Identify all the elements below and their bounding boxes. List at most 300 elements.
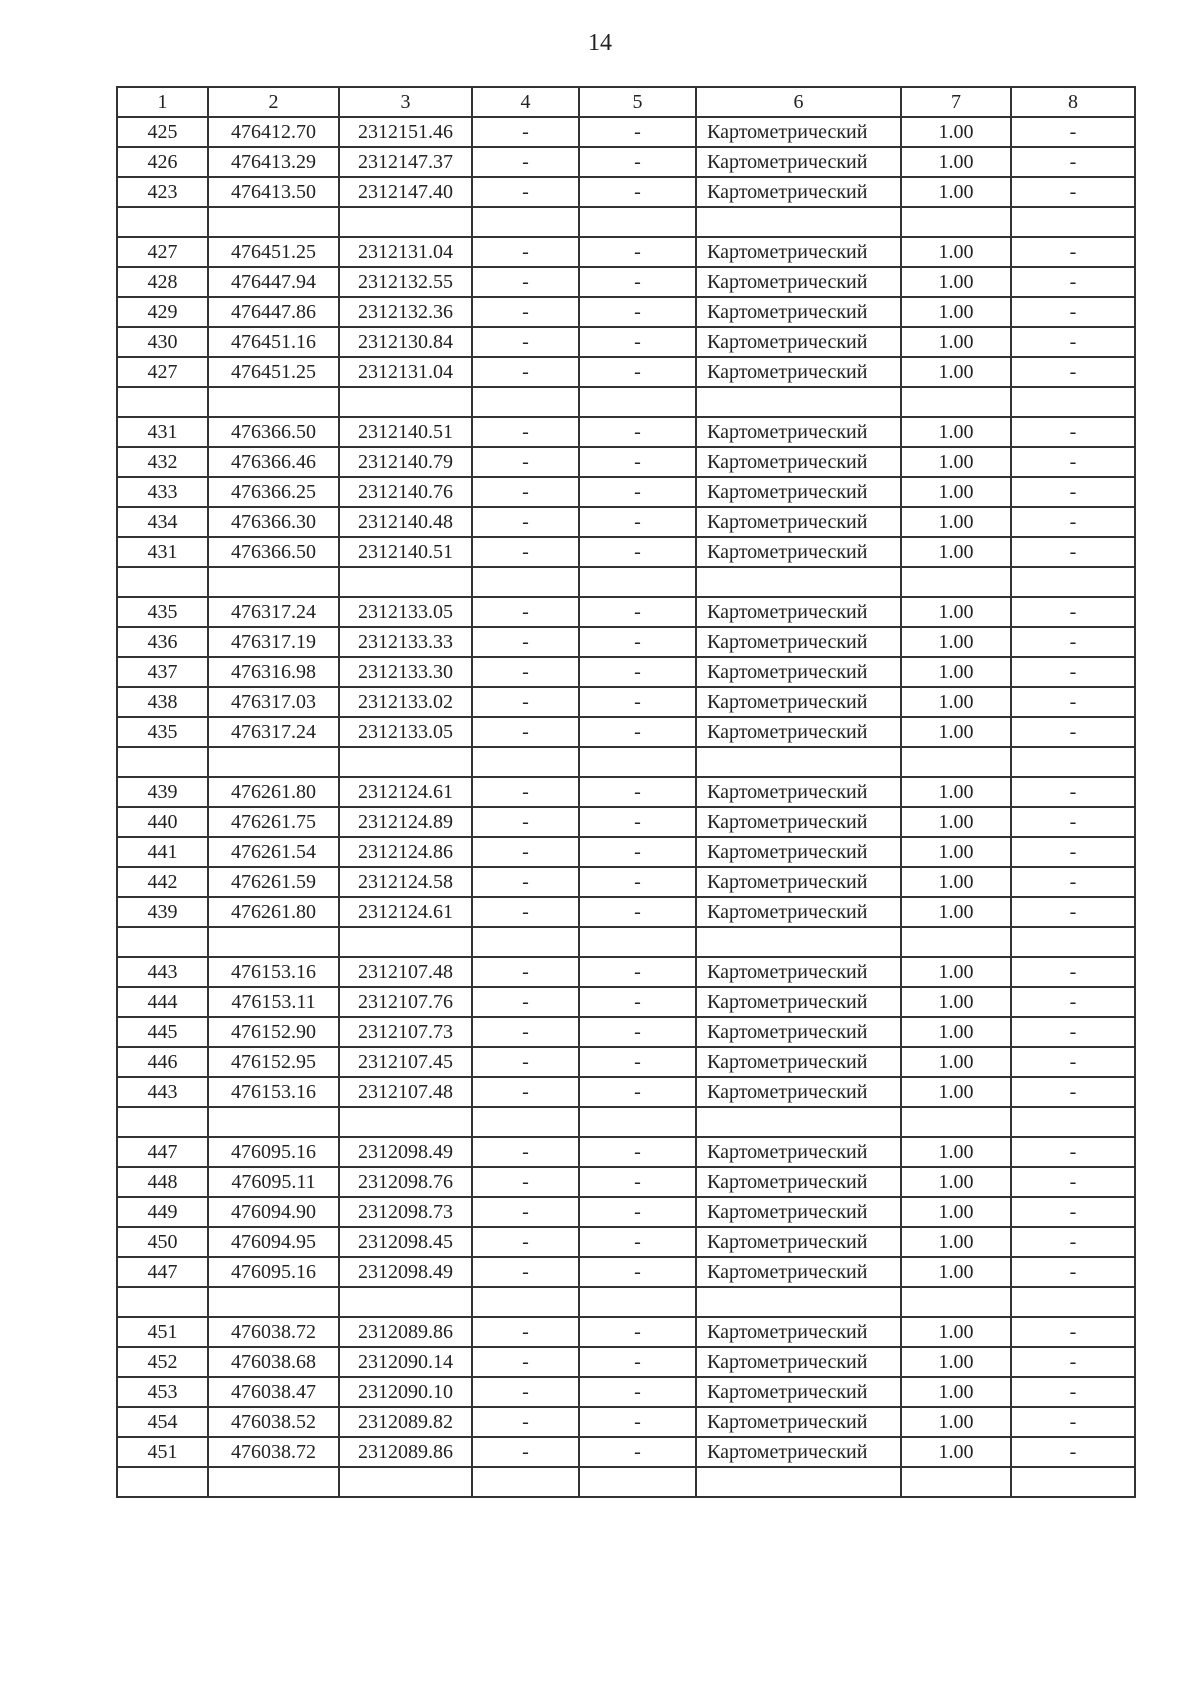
cell-coord-y: 2312107.76 <box>339 987 472 1017</box>
table-row <box>117 177 1135 207</box>
cell-method: Картометрический <box>696 357 901 387</box>
cell-col-8: - <box>1011 837 1135 867</box>
cell-coord-x <box>208 1467 339 1497</box>
cell-method: Картометрический <box>696 837 901 867</box>
cell-col-4: - <box>472 717 579 747</box>
cell-col-5: - <box>579 1047 696 1077</box>
cell-coord-y: 2312147.40 <box>339 177 472 207</box>
cell-method: Картометрический <box>696 1317 901 1347</box>
cell-col-4: - <box>472 117 579 147</box>
cell-coord-x: 476095.16 <box>208 1137 339 1167</box>
cell-col-5: - <box>579 687 696 717</box>
cell-coord-x: 476094.95 <box>208 1227 339 1257</box>
cell-col-8: - <box>1011 687 1135 717</box>
cell-coord-y: 2312133.05 <box>339 597 472 627</box>
column-header: 1 <box>117 87 208 117</box>
cell-method: Картометрический <box>696 1077 901 1107</box>
column-header: 6 <box>696 87 901 117</box>
cell-coord-y: 2312124.61 <box>339 777 472 807</box>
cell-coord-x: 476412.70 <box>208 117 339 147</box>
cell-col-8: - <box>1011 1377 1135 1407</box>
table-row <box>117 327 1135 357</box>
table-row <box>117 417 1135 447</box>
cell-col-5 <box>579 1107 696 1137</box>
cell-coord-x <box>208 567 339 597</box>
cell-point-number: 453 <box>117 1377 208 1407</box>
cell-point-number: 429 <box>117 297 208 327</box>
cell-coord-y <box>339 207 472 237</box>
cell-col-5: - <box>579 117 696 147</box>
cell-method: Картометрический <box>696 1437 901 1467</box>
cell-col-5: - <box>579 807 696 837</box>
cell-col-8: - <box>1011 597 1135 627</box>
cell-col-4: - <box>472 1167 579 1197</box>
table-row <box>117 1167 1135 1197</box>
cell-coord-x <box>208 207 339 237</box>
cell-accuracy: 1.00 <box>901 1227 1011 1257</box>
cell-coord-x: 476413.50 <box>208 177 339 207</box>
table-body <box>117 117 1135 1497</box>
cell-method: Картометрический <box>696 807 901 837</box>
cell-col-8: - <box>1011 1017 1135 1047</box>
cell-accuracy <box>901 1467 1011 1497</box>
cell-coord-y: 2312090.14 <box>339 1347 472 1377</box>
cell-col-8 <box>1011 927 1135 957</box>
cell-col-5 <box>579 207 696 237</box>
cell-point-number <box>117 747 208 777</box>
cell-accuracy: 1.00 <box>901 837 1011 867</box>
table-row <box>117 357 1135 387</box>
cell-coord-x: 476038.47 <box>208 1377 339 1407</box>
cell-point-number: 440 <box>117 807 208 837</box>
cell-point-number <box>117 1287 208 1317</box>
table-row <box>117 837 1135 867</box>
cell-col-4: - <box>472 327 579 357</box>
cell-col-5: - <box>579 1017 696 1047</box>
cell-coord-x <box>208 747 339 777</box>
cell-coord-x: 476094.90 <box>208 1197 339 1227</box>
cell-method: Картометрический <box>696 507 901 537</box>
cell-accuracy <box>901 387 1011 417</box>
cell-accuracy: 1.00 <box>901 1137 1011 1167</box>
cell-point-number: 426 <box>117 147 208 177</box>
cell-coord-x: 476366.46 <box>208 447 339 477</box>
cell-method <box>696 207 901 237</box>
cell-col-4: - <box>472 447 579 477</box>
cell-point-number: 431 <box>117 417 208 447</box>
cell-coord-x: 476451.25 <box>208 357 339 387</box>
table-row <box>117 1257 1135 1287</box>
cell-point-number: 427 <box>117 357 208 387</box>
table-row <box>117 597 1135 627</box>
cell-accuracy: 1.00 <box>901 1167 1011 1197</box>
column-header: 7 <box>901 87 1011 117</box>
table-row <box>117 777 1135 807</box>
cell-accuracy: 1.00 <box>901 1317 1011 1347</box>
cell-point-number: 436 <box>117 627 208 657</box>
cell-coord-y: 2312107.73 <box>339 1017 472 1047</box>
cell-col-8: - <box>1011 627 1135 657</box>
table-row <box>117 1377 1135 1407</box>
cell-col-8: - <box>1011 867 1135 897</box>
cell-coord-x: 476261.80 <box>208 897 339 927</box>
cell-method: Картометрический <box>696 297 901 327</box>
cell-point-number: 446 <box>117 1047 208 1077</box>
cell-col-4 <box>472 1287 579 1317</box>
table-row <box>117 987 1135 1017</box>
cell-col-4: - <box>472 1227 579 1257</box>
cell-col-5: - <box>579 237 696 267</box>
cell-method: Картометрический <box>696 537 901 567</box>
cell-point-number: 444 <box>117 987 208 1017</box>
cell-coord-x: 476153.11 <box>208 987 339 1017</box>
cell-col-5: - <box>579 987 696 1017</box>
cell-point-number: 439 <box>117 777 208 807</box>
table-row-blank <box>117 927 1135 957</box>
cell-col-5: - <box>579 717 696 747</box>
cell-col-4: - <box>472 987 579 1017</box>
cell-col-5: - <box>579 1377 696 1407</box>
cell-method: Картометрический <box>696 717 901 747</box>
cell-coord-y: 2312133.30 <box>339 657 472 687</box>
cell-col-8: - <box>1011 267 1135 297</box>
cell-coord-y: 2312089.82 <box>339 1407 472 1437</box>
cell-col-8: - <box>1011 177 1135 207</box>
cell-col-8: - <box>1011 327 1135 357</box>
cell-col-8: - <box>1011 477 1135 507</box>
cell-col-4: - <box>472 1137 579 1167</box>
cell-accuracy: 1.00 <box>901 237 1011 267</box>
cell-method: Картометрический <box>696 1017 901 1047</box>
cell-method <box>696 567 901 597</box>
cell-col-8: - <box>1011 147 1135 177</box>
cell-coord-y <box>339 567 472 597</box>
cell-coord-y: 2312090.10 <box>339 1377 472 1407</box>
cell-accuracy: 1.00 <box>901 357 1011 387</box>
cell-col-5: - <box>579 1167 696 1197</box>
cell-point-number: 454 <box>117 1407 208 1437</box>
cell-coord-x: 476317.03 <box>208 687 339 717</box>
cell-col-8: - <box>1011 447 1135 477</box>
table-row <box>117 627 1135 657</box>
cell-col-5: - <box>579 1407 696 1437</box>
cell-accuracy: 1.00 <box>901 507 1011 537</box>
cell-coord-x: 476038.72 <box>208 1437 339 1467</box>
cell-accuracy: 1.00 <box>901 717 1011 747</box>
cell-coord-x <box>208 387 339 417</box>
table-row <box>117 1317 1135 1347</box>
table-row <box>117 537 1135 567</box>
cell-col-8: - <box>1011 1167 1135 1197</box>
cell-point-number: 451 <box>117 1437 208 1467</box>
cell-accuracy: 1.00 <box>901 117 1011 147</box>
cell-col-5 <box>579 567 696 597</box>
cell-coord-x: 476317.24 <box>208 717 339 747</box>
cell-method: Картометрический <box>696 687 901 717</box>
cell-method <box>696 387 901 417</box>
cell-col-4 <box>472 747 579 777</box>
cell-coord-x: 476038.68 <box>208 1347 339 1377</box>
cell-method <box>696 1467 901 1497</box>
cell-coord-x: 476451.25 <box>208 237 339 267</box>
cell-col-4: - <box>472 1437 579 1467</box>
cell-coord-x: 476261.59 <box>208 867 339 897</box>
cell-col-8 <box>1011 387 1135 417</box>
cell-coord-y: 2312107.45 <box>339 1047 472 1077</box>
cell-coord-x: 476261.80 <box>208 777 339 807</box>
cell-method: Картометрический <box>696 1347 901 1377</box>
cell-method: Картометрический <box>696 117 901 147</box>
cell-coord-x: 476317.24 <box>208 597 339 627</box>
cell-col-4: - <box>472 1407 579 1437</box>
cell-col-4: - <box>472 297 579 327</box>
table-row <box>117 867 1135 897</box>
column-header: 3 <box>339 87 472 117</box>
cell-col-4: - <box>472 687 579 717</box>
cell-method: Картометрический <box>696 177 901 207</box>
table-row <box>117 1407 1135 1437</box>
cell-col-8: - <box>1011 1257 1135 1287</box>
cell-col-4 <box>472 1107 579 1137</box>
cell-method: Картометрический <box>696 1407 901 1437</box>
cell-point-number: 445 <box>117 1017 208 1047</box>
cell-col-8: - <box>1011 897 1135 927</box>
cell-col-8 <box>1011 747 1135 777</box>
cell-col-8: - <box>1011 237 1135 267</box>
cell-accuracy <box>901 927 1011 957</box>
cell-coord-x: 476366.50 <box>208 417 339 447</box>
cell-col-4: - <box>472 477 579 507</box>
cell-coord-y: 2312132.55 <box>339 267 472 297</box>
cell-method: Картометрический <box>696 657 901 687</box>
cell-accuracy: 1.00 <box>901 957 1011 987</box>
cell-coord-y: 2312140.51 <box>339 417 472 447</box>
cell-coord-x: 476152.95 <box>208 1047 339 1077</box>
cell-accuracy <box>901 1107 1011 1137</box>
table-header <box>117 87 1135 117</box>
cell-accuracy <box>901 567 1011 597</box>
table-row <box>117 1137 1135 1167</box>
column-header: 5 <box>579 87 696 117</box>
cell-col-5: - <box>579 477 696 507</box>
cell-col-4: - <box>472 267 579 297</box>
cell-coord-x: 476153.16 <box>208 957 339 987</box>
cell-method: Картометрический <box>696 147 901 177</box>
cell-coord-x: 476316.98 <box>208 657 339 687</box>
cell-col-8: - <box>1011 657 1135 687</box>
cell-coord-y <box>339 1287 472 1317</box>
cell-col-5: - <box>579 1437 696 1467</box>
cell-method: Картометрический <box>696 627 901 657</box>
cell-method: Картометрический <box>696 1167 901 1197</box>
cell-point-number: 451 <box>117 1317 208 1347</box>
cell-method: Картометрический <box>696 1137 901 1167</box>
cell-method: Картометрический <box>696 1257 901 1287</box>
cell-coord-y: 2312131.04 <box>339 357 472 387</box>
cell-col-4: - <box>472 1257 579 1287</box>
cell-coord-y <box>339 1107 472 1137</box>
cell-col-8: - <box>1011 357 1135 387</box>
cell-point-number: 423 <box>117 177 208 207</box>
table-row-blank <box>117 1467 1135 1497</box>
cell-coord-x: 476095.16 <box>208 1257 339 1287</box>
cell-accuracy: 1.00 <box>901 1257 1011 1287</box>
cell-col-8 <box>1011 1287 1135 1317</box>
cell-method: Картометрический <box>696 417 901 447</box>
cell-col-4: - <box>472 597 579 627</box>
cell-col-4: - <box>472 357 579 387</box>
cell-point-number: 450 <box>117 1227 208 1257</box>
cell-coord-y: 2312124.58 <box>339 867 472 897</box>
cell-col-8: - <box>1011 1407 1135 1437</box>
table-row <box>117 1437 1135 1467</box>
cell-point-number: 432 <box>117 447 208 477</box>
cell-point-number: 448 <box>117 1167 208 1197</box>
cell-accuracy: 1.00 <box>901 1347 1011 1377</box>
cell-col-4 <box>472 387 579 417</box>
cell-coord-y: 2312147.37 <box>339 147 472 177</box>
cell-col-8: - <box>1011 807 1135 837</box>
table-row-blank <box>117 207 1135 237</box>
cell-coord-y: 2312124.86 <box>339 837 472 867</box>
cell-coord-y: 2312140.48 <box>339 507 472 537</box>
cell-coord-y <box>339 747 472 777</box>
cell-accuracy: 1.00 <box>901 537 1011 567</box>
cell-col-8: - <box>1011 1047 1135 1077</box>
cell-point-number: 439 <box>117 897 208 927</box>
table-row <box>117 237 1135 267</box>
cell-coord-x: 476447.94 <box>208 267 339 297</box>
cell-col-5: - <box>579 1137 696 1167</box>
cell-coord-y <box>339 1467 472 1497</box>
table-row <box>117 477 1135 507</box>
cell-col-4 <box>472 1467 579 1497</box>
cell-coord-y: 2312140.76 <box>339 477 472 507</box>
cell-point-number: 437 <box>117 657 208 687</box>
cell-accuracy: 1.00 <box>901 1197 1011 1227</box>
cell-accuracy: 1.00 <box>901 987 1011 1017</box>
coordinates-table <box>116 86 1136 1498</box>
cell-accuracy: 1.00 <box>901 477 1011 507</box>
cell-col-5: - <box>579 897 696 927</box>
cell-point-number <box>117 387 208 417</box>
cell-accuracy: 1.00 <box>901 867 1011 897</box>
cell-col-4: - <box>472 627 579 657</box>
cell-col-4: - <box>472 837 579 867</box>
cell-coord-y: 2312107.48 <box>339 957 472 987</box>
cell-col-8: - <box>1011 507 1135 537</box>
cell-point-number: 452 <box>117 1347 208 1377</box>
header-row <box>117 87 1135 117</box>
cell-coord-x: 476447.86 <box>208 297 339 327</box>
table-row-blank <box>117 567 1135 597</box>
cell-point-number: 441 <box>117 837 208 867</box>
cell-point-number: 442 <box>117 867 208 897</box>
cell-accuracy: 1.00 <box>901 1047 1011 1077</box>
cell-point-number: 428 <box>117 267 208 297</box>
cell-coord-y: 2312098.49 <box>339 1257 472 1287</box>
cell-accuracy: 1.00 <box>901 1077 1011 1107</box>
cell-point-number: 435 <box>117 717 208 747</box>
cell-coord-y <box>339 927 472 957</box>
cell-point-number: 435 <box>117 597 208 627</box>
table-row <box>117 1347 1135 1377</box>
cell-col-8: - <box>1011 957 1135 987</box>
cell-col-5: - <box>579 867 696 897</box>
cell-accuracy <box>901 747 1011 777</box>
cell-accuracy: 1.00 <box>901 1377 1011 1407</box>
cell-col-4 <box>472 567 579 597</box>
cell-col-5: - <box>579 1077 696 1107</box>
cell-col-8: - <box>1011 1437 1135 1467</box>
cell-coord-y: 2312098.45 <box>339 1227 472 1257</box>
cell-accuracy <box>901 1287 1011 1317</box>
cell-col-5 <box>579 1467 696 1497</box>
cell-coord-y: 2312089.86 <box>339 1317 472 1347</box>
cell-col-8 <box>1011 207 1135 237</box>
cell-coord-y: 2312133.33 <box>339 627 472 657</box>
cell-coord-y: 2312089.86 <box>339 1437 472 1467</box>
cell-coord-y: 2312098.49 <box>339 1137 472 1167</box>
table-row <box>117 507 1135 537</box>
cell-col-8: - <box>1011 1347 1135 1377</box>
cell-method: Картометрический <box>696 1377 901 1407</box>
cell-col-5: - <box>579 327 696 357</box>
cell-accuracy: 1.00 <box>901 297 1011 327</box>
cell-coord-y: 2312131.04 <box>339 237 472 267</box>
cell-coord-y: 2312140.79 <box>339 447 472 477</box>
cell-col-5 <box>579 1287 696 1317</box>
cell-col-5: - <box>579 447 696 477</box>
cell-col-4: - <box>472 537 579 567</box>
table-row <box>117 717 1135 747</box>
table-row <box>117 687 1135 717</box>
cell-point-number <box>117 567 208 597</box>
cell-accuracy: 1.00 <box>901 807 1011 837</box>
cell-col-4: - <box>472 867 579 897</box>
table-row <box>117 117 1135 147</box>
cell-method: Картометрический <box>696 987 901 1017</box>
column-header: 4 <box>472 87 579 117</box>
cell-accuracy: 1.00 <box>901 327 1011 357</box>
cell-col-4: - <box>472 1377 579 1407</box>
cell-col-5: - <box>579 777 696 807</box>
cell-method: Картометрический <box>696 447 901 477</box>
cell-accuracy: 1.00 <box>901 657 1011 687</box>
cell-col-5 <box>579 747 696 777</box>
column-header: 8 <box>1011 87 1135 117</box>
table-row <box>117 957 1135 987</box>
table-row <box>117 657 1135 687</box>
cell-col-5: - <box>579 177 696 207</box>
cell-coord-y: 2312133.02 <box>339 687 472 717</box>
cell-col-5 <box>579 387 696 417</box>
cell-col-5: - <box>579 597 696 627</box>
column-header: 2 <box>208 87 339 117</box>
cell-coord-x <box>208 1287 339 1317</box>
table-row <box>117 807 1135 837</box>
cell-col-4: - <box>472 1197 579 1227</box>
cell-point-number: 447 <box>117 1257 208 1287</box>
cell-point-number <box>117 1467 208 1497</box>
cell-method: Картометрический <box>696 597 901 627</box>
cell-col-8: - <box>1011 537 1135 567</box>
table-row <box>117 297 1135 327</box>
cell-method: Картометрический <box>696 897 901 927</box>
cell-coord-y <box>339 387 472 417</box>
cell-point-number: 427 <box>117 237 208 267</box>
cell-accuracy: 1.00 <box>901 1437 1011 1467</box>
